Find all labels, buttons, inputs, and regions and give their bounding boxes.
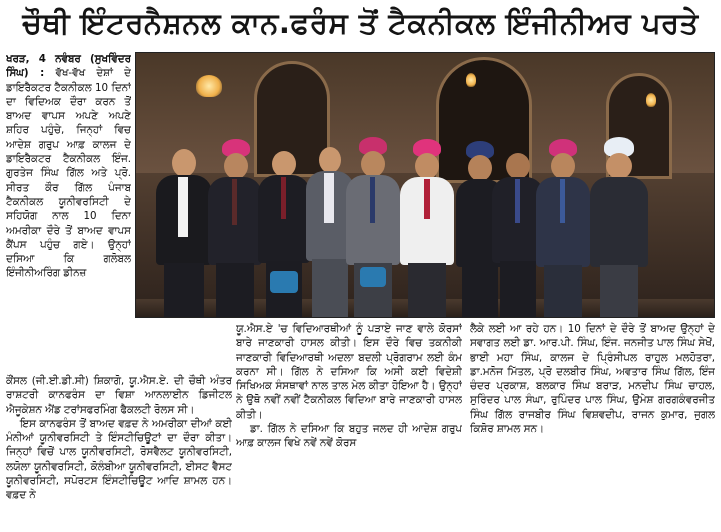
article-text-right: ਲੈਕੇ ਲਈ ਆ ਰਹੇ ਹਨ। 10 ਦਿਨਾਂ ਦੇ ਦੌਰੇ ਤੋਂ ਬਾਅਦ ਉਨ੍ਹਾਂ ਦੇ ਸਵਾਗਤ ਲਈ ਡਾ. ਆਰ.ਪੀ. ਸਿੰਘ, ਇੰਜ. ਜਨਜੀਤ ਪਾਲ ਸਿੰਘ ਸੇਖੋਂ, ਭਾਈ ਮਹਾ ਸਿੰਘ, ਕਾਲਜ ਦੇ ਪ੍ਰਿੰਸੀਪਲ ਰਾਹੁਲ ਮਲਹੋਤਰਾ, ਡਾ.ਮਨੋਜ ਮਿੱਤਲ, ਪ੍ਰੋ ਦਲਬੀਰ ਸਿੰਘ, ਅਵਤਾਰ ਸਿੰਘ ਗਿੱਲ, ਇੰਜ ਚੰਦਰ ਪ੍ਰਕਾਸ਼, ਬਲਕਾਰ ਸਿੰਘ ਬਰਾੜ, ਮਨਦੀਪ ਸਿੰਘ ਚਾਹਲ, ਸੁਰਿੰਦਰ ਪਾਲ ਸੰਘਾ, ਰੁਪਿੰਦਰ ਪਾਲ ਸਿੰਘ, ਉਮੇਸ਼ ਗਰਗਕੰਵਰਜੀਤ ਸਿੰਘ ਗਿੱਲ ਰਾਜਬੀਰ ਸਿੰਘ ਵਿਸ਼ਵਦੀਪ, ਰਾਜਨ ਕੁਮਾਰ, ਜੁਗਲ ਕਿਸ਼ੋਰ ਸ਼ਾਮਲ ਸਨ। — [470, 323, 715, 436]
chandelier-light — [196, 75, 222, 97]
article-text-bottom-left: ਕੌਂਸਲ (ਜੀ.ਈ.ਡੀ.ਸੀ) ਸ਼ਿਕਾਗੋ, ਯੂ.ਐਸ.ਏ. ਦੀ ਚੌਥੀ ਅੰਤਰ ਰਾਸ਼ਟਰੀ ਕਾਨਫਰੰਸ ਦਾ ਵਿਸ਼ਾ ਆਨਲਾਈਨ ਡਿਜੀਟਲ ਐਜੂਕੇਸ਼ਨ ਐਂਡ ਟਰਾਂਸਫਰਮਿੰਗ ਫੈਕਲਟੀ ਰੋਲਸ ਸੀ। — [6, 375, 232, 416]
dateline: ਖਰੜ, 4 ਨਵੰਬਰ (ਸੁਖਵਿੰਦਰ ਸਿੰਘ) : — [6, 53, 131, 80]
person — [154, 149, 214, 318]
wall-lamp — [646, 93, 656, 107]
article-text-bottom-left-2: ਇਸ ਕਾਨਫਰੰਸ ਤੋਂ ਬਾਅਦ ਵਫ਼ਦ ਨੇ ਅਮਰੀਕਾ ਦੀਆਂ ਕਈ ਮੰਨੀਆਂ ਯੂਨੀਵਰਸਿਟੀ ਤੇ ਇੰਸਟੀਚਿਊਟਾਂ ਦਾ ਦੌਰਾ ਕੀਤਾ। ਜਿਨ੍ਹਾਂ ਵਿਚੋਂ ਪਾਲ ਯੂਨੀਵਰਸਿਟੀ, ਰੋਸਵੈਲਟ ਯੂਨੀਵਰਸਿਟੀ, ਲਯੋਲਾ ਯੂਨੀਵਰਸਿਟੀ, ਕੋਲੰਬੀਆ ਯੂਨੀਵਰਸਿਟੀ, ਈਸਟ ਵੈਸਟ ਯੂਨੀਵਰਸਿਟੀ, ਸਪੋਰਟਸ ਇੰਸਟੀਚਿਊਟ ਆਦਿ ਸ਼ਾਮਲ ਹਨ। ਵਫ਼ਦ ਨੇ — [6, 417, 232, 502]
article-column-middle — [236, 322, 462, 528]
wall-lamp — [466, 73, 476, 87]
article-text-middle: ਯੂ.ਐਸ.ਏ 'ਚ ਵਿਦਿਆਰਥੀਆਂ ਨੂੰ ਪੜਾਏ ਜਾਣ ਵਾਲੇ ਕੋਰਸਾਂ ਬਾਰੇ ਜਾਣਕਾਰੀ ਹਾਸਲ ਕੀਤੀ। ਇਸ ਦੌਰੇ ਵਿਚ ਤਕਨੀਕੀ ਜਾਣਕਾਰੀ ਵਿਦਿਆਰਥੀ ਅਦਲਾ ਬਦਲੀ ਪ੍ਰੋਗਰਾਮ ਲਈ ਕੰਮ ਕਰਨਾ ਸੀ। ਗਿੱਲ ਨੇ ਦਸਿਆ ਕਿ ਅਸੀ ਕਈ ਵਿਦੇਸ਼ੀ ਸਿਖਿਅਕ ਸੰਸਥਾਵਾਂ ਨਾਲ ਤਾਲ ਮੇਲ ਕੀਤਾ ਹੋਇਆ ਹੈ। ਉਨ੍ਹਾਂ ਨੇ ਉਥੋ ਨਵੀਂ ਨਵੀਂ ਟੈਕਨੀਕਲ ਵਿਦਿਆ ਬਾਰੇ ਜਾਣਕਾਰੀ ਹਾਸਲ ਕੀਤੀ। — [236, 323, 462, 421]
article-text-left: ਵੱਖ-ਵੱਖ ਦੇਸ਼ਾਂ ਦੇ ਡਾਇਰੈਕਟਰ ਟੈਕਨੀਕਲ 10 ਦਿਨਾਂ ਦਾ ਵਿਦਿਅਕ ਦੌਰਾ ਕਰਨ ਤੋਂ ਬਾਅਦ ਵਾਪਸ ਅਪਣੇ ਅਪਣੇ ਸ਼ਹਿਰ ਪਹੁੰਚੇ, ਜਿਨ੍ਹਾਂ ਵਿਚ ਆਦੇਸ਼ ਗਰੁਪ ਆਫ਼ ਕਾਲਜ ਦੇ ਡਾਇਰੈਕਟਰ ਟੈਕਨੀਕਲ ਇੰਜ. ਗੁਰਤੇਜ ਸਿੰਘ ਗਿੱਲ ਅਤੇ ਪ੍ਰੋ. ਸੀਰਤ ਕੌਰ ਗਿੱਲ ਪੰਜਾਬ ਟੈਕਨੀਕਲ ਯੂਨੀਵਰਸਿਟੀ ਦੇ ਸਹਿਯੋਗ ਨਾਲ 10 ਦਿਨਾ ਅਮਰੀਕਾ ਦੌਰੇ ਤੋਂ ਬਾਅਦ ਵਾਪਸ ਕੈਂਪਸ ਪਹੁੰਚ ਗਏ। ਉਨ੍ਹਾਂ ਦਸਿਆ ਕਿ ਗਲੋਬਲ ਇੰਜੀਨੀਅਰਿੰਗ ਡੀਨਜ਼ — [6, 67, 131, 280]
group-photo — [135, 52, 715, 318]
article-column-right — [470, 322, 715, 528]
person-turban — [344, 137, 402, 318]
person-turban — [534, 139, 592, 318]
person-turban — [398, 139, 456, 318]
person-turban — [588, 137, 650, 318]
headline: ਚੌਥੀ ਇੰਟਰਨੈਸ਼ਨਲ ਕਾਨ.ਫਰੰਸ ਤੋਂ ਟੈਕਨੀਕਲ ਇੰਜੀਨੀਅਰ ਪਰਤੇ — [22, 5, 699, 40]
article-text-middle-2: ਡਾ. ਗਿੱਲ ਨੇ ਦਸਿਆ ਕਿ ਬਹੁਤ ਜਲਦ ਹੀ ਆਦੇਸ਼ ਗਰੁਪ ਆਫ਼ ਕਾਲਜ ਵਿਖੇ ਨਵੇਂ ਨਵੇਂ ਕੋਰਸ — [236, 423, 462, 450]
article-column-bottom-left — [6, 374, 232, 528]
